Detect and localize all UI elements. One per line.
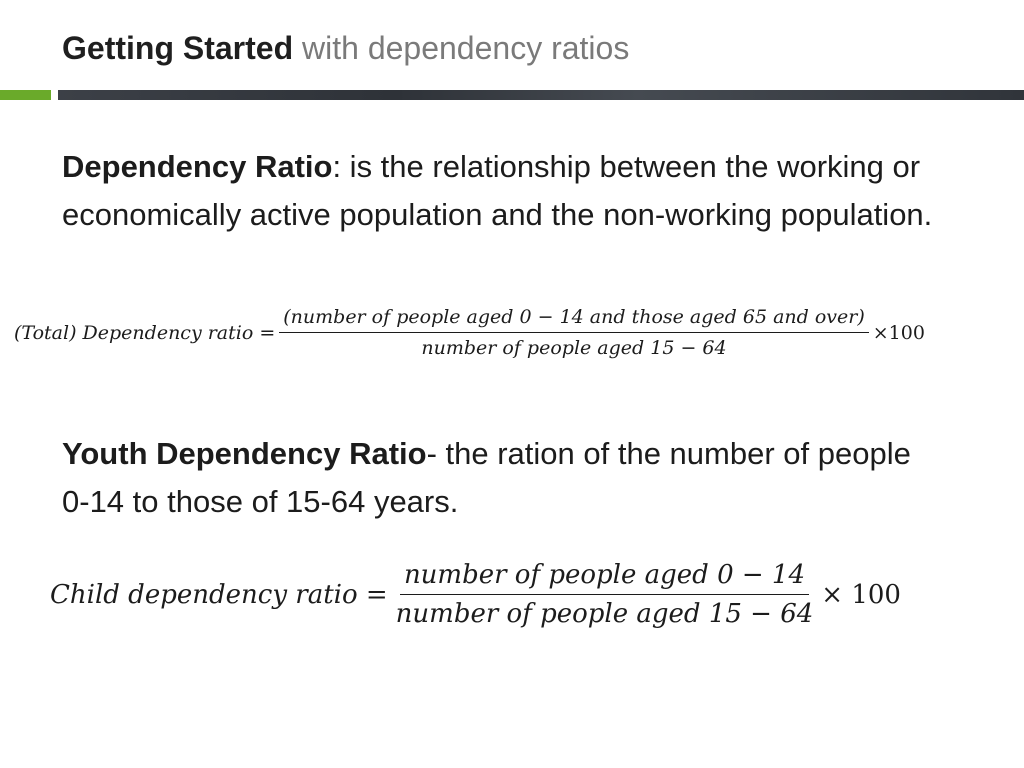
dependency-ratio-definition <box>62 143 942 239</box>
total-formula-denominator: number of people aged 15 − 64 <box>421 337 727 359</box>
child-formula-fraction <box>392 558 818 631</box>
title-light: with dependency ratios <box>302 30 630 66</box>
accent-bar-green <box>0 90 51 100</box>
accent-bar-dark <box>58 90 1024 100</box>
youth-definition-term: Youth Dependency Ratio <box>62 436 427 471</box>
title-strong: Getting Started <box>62 30 294 66</box>
child-formula-lhs: Child dependency ratio = <box>50 579 388 610</box>
slide-title <box>62 28 629 68</box>
definition-term: Dependency Ratio <box>62 149 333 184</box>
definition-text: : is the relationship between the working or economically active population and the non-working population. <box>62 149 933 232</box>
child-formula-multiplier: × 100 <box>821 579 901 610</box>
total-formula-lhs: (Total) Dependency ratio = <box>14 321 276 344</box>
child-formula-denominator: number of people aged 15 − 64 <box>395 599 814 629</box>
youth-definition-text: - the ration of the number of people 0-14 to those of 15-64 years. <box>62 436 911 519</box>
total-formula-numerator: (number of people aged 0 − 14 and those aged 65 and over) <box>279 304 869 333</box>
child-dependency-formula <box>50 558 901 631</box>
total-formula-multiplier: ×100 <box>872 321 925 344</box>
youth-dependency-definition <box>62 430 942 526</box>
total-formula-fraction <box>279 304 869 361</box>
total-dependency-formula <box>14 304 925 361</box>
child-formula-numerator: number of people aged 0 − 14 <box>400 558 809 595</box>
